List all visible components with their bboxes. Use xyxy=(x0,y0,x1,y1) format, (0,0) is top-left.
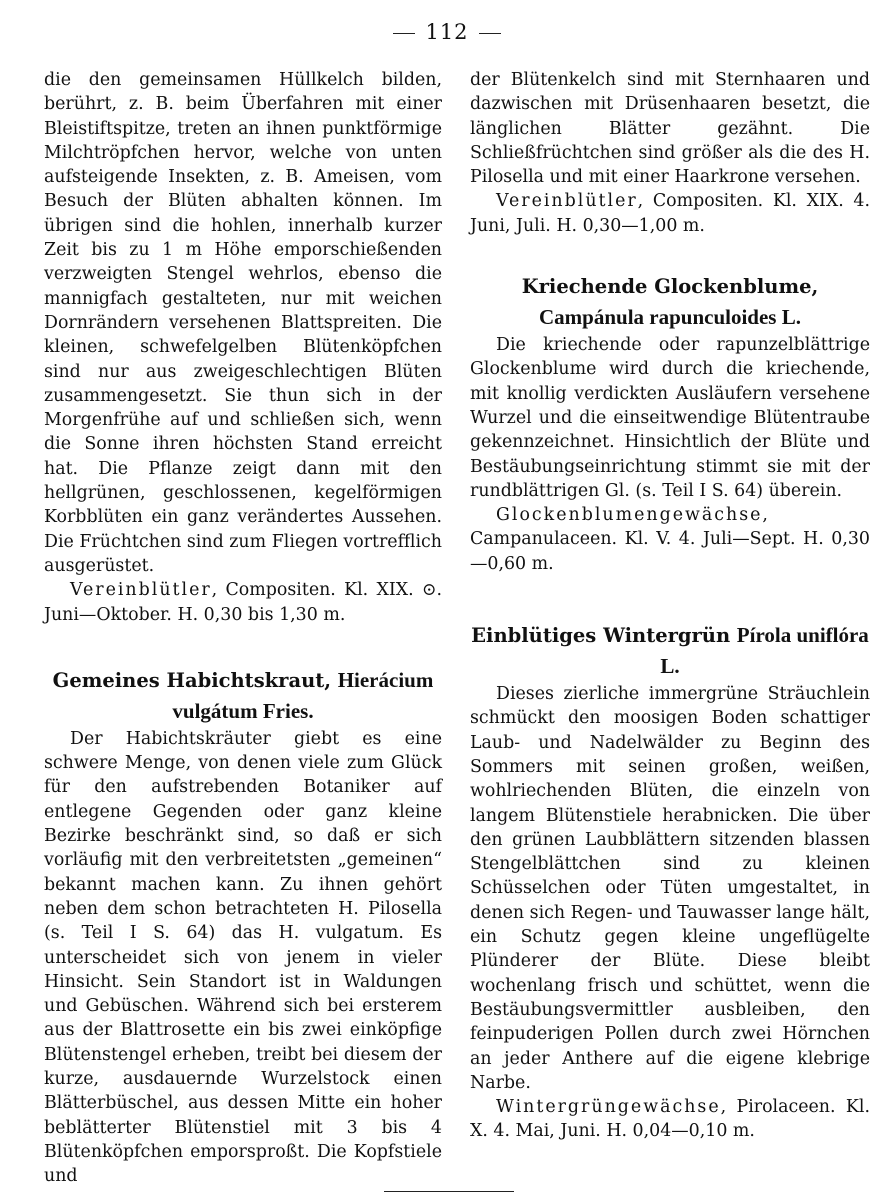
classification-line xyxy=(470,1095,870,1144)
latin-name: Campánula rapunculoides L. xyxy=(539,305,801,330)
classification-line xyxy=(44,578,442,627)
left-column xyxy=(44,68,442,1188)
latin-name: Pírola uniflóra L. xyxy=(660,623,869,679)
right-column xyxy=(470,68,870,1144)
header-dash-left xyxy=(393,33,415,34)
continuation-text: der Blütenkelch sind mit Sternhaaren und dazwischen mit Drüsenhaaren besetzt, die länglichen Blätter gezähnt. Die Schließfrüchtchen sind größer als die des H. Pilosella und mit einer Haarkrone versehen. xyxy=(470,70,870,188)
classification-details: , Compositen. Kl. XIX. 4. Juni, Juli. H. 0,30—1,00 m. xyxy=(470,191,870,236)
classification-label: Wintergrüngewächse xyxy=(496,1097,721,1118)
classification-line xyxy=(470,189,870,238)
german-name: Gemeines Habichtskraut, xyxy=(52,668,332,692)
german-name: Einblütiges Wintergrün xyxy=(471,624,731,648)
page-header xyxy=(0,20,894,44)
entry-body-wintergruen: Dieses zierliche immergrüne Sträuchlein schmückt den moosigen Boden schattiger Laub- und Nadelwälder zu Beginn des Sommers mit seinen großen, weißen, wohlriechenden Blüten, die einzeln von langem Blütenstiele herabnicken. Die über den grünen Laubblättern sitzenden blassen Stengelblättchen sind zu kleinen Schüsselchen oder Tüten umgestaltet, in denen sich Regen- und Tauwasser lange hält, ein Schutz gegen kleine ungeflügelte Plünderer der Blüte. Diese bleibt wochenlang frisch und schüttet, wenn die Bestäubungsvermittler ausbleiben, den feinpuderigen Pollen durch zwei Hörnchen an jeder Anthere auf die eigene klebrige Narbe. xyxy=(470,684,870,1093)
classification-details: , Campanulaceen. Kl. V. 4. Juli—Sept. H. 0,30—0,60 m. xyxy=(470,505,870,574)
entry-heading-wintergruen xyxy=(470,620,870,682)
classification-details: , Compositen. Kl. XIX. ⊙. Juni—Oktober. H. 0,30 bis 1,30 m. xyxy=(44,580,442,625)
classification-line xyxy=(470,503,870,576)
page-number: 112 xyxy=(425,20,469,44)
entry-heading-glockenblume xyxy=(470,272,870,333)
classification-details: , Pirolaceen. Kl. X. 4. Mai, Juni. H. 0,04—0,10 m. xyxy=(470,1097,870,1142)
german-name: Kriechende Glockenblume, xyxy=(521,275,819,299)
continuation-text: die den gemeinsamen Hüllkelch bilden, berührt, z. B. beim Überfahren mit einer Bleistiftspitze, treten an ihnen punktförmige Milchtröpfchen hervor, welche von unten aufsteigende Insekten, z. B. Ameisen, vom Besuch der Blüten abhalten können. Im übrigen sind die hohlen, innerhalb kurzer Zeit bis zu 1 m Höhe emporschießenden verzweigten Stengel wehrlos, ebenso die mannigfach gestalteten, nur mit weichen Dornrändern versehenen Blattspreiten. Die kleinen, schwefelgelben Blütenköpfchen sind nur aus zweigeschlechtigen Blüten zusammengesetzt. Sie thun sich in der Morgenfrühe auf und schließen sich, wenn die Sonne ihren höchsten Stand erreicht hat. Die Pflanze zeigt dann mit den hellgrünen, geschlossenen, kegelförmigen Korbblüten ein ganz verändertes Aussehen. Die Früchtchen sind zum Fliegen vortrefflich ausgerüstet. xyxy=(44,70,442,576)
header-dash-right xyxy=(479,33,501,34)
entry-body-habichtskraut: Der Habichtskräuter giebt es eine schwere Menge, von denen viele zum Glück für den aufstrebenden Botaniker auf entlegene Gegenden oder ganz kleine Bezirke beschränkt sind, so daß er sich vorläufig mit den verbreitetsten „gemeinen“ bekannt machen kann. Zu ihnen gehört neben dem schon betrachteten H. Pilosella (s. Teil I S. 64) das H. vulgatum. Es unterscheidet sich von jenem in vieler Hinsicht. Sein Standort ist in Waldungen und Gebüschen. Während sich bei ersterem aus der Blattrosette ein bis zwei einköpfige Blütenstengel erheben, treibt bei diesem der kurze, ausdauernde Wurzelstock einen Blätterbüschel, aus dessen Mitte ein hoher beblätterter Blütenstiel mit 3 bis 4 Blütenköpfchen emporsproßt. Die Kopfstiele und xyxy=(44,728,442,1187)
classification-label: Vereinblütler xyxy=(496,191,638,212)
entry-heading-habichtskraut xyxy=(44,665,442,727)
classification-label: Vereinblütler xyxy=(70,580,212,601)
classification-label: Glockenblumengewächse xyxy=(496,505,763,526)
bottom-rule xyxy=(384,1191,514,1192)
entry-body-glockenblume: Die kriechende oder rapunzelblättrige Glockenblume wird durch die kriechende, mit knollig verdickten Ausläufern versehene Wurzel und die einseitwendige Blütentraube gekennzeichnet. Hinsichtlich der Blüte und Bestäubungseinrichtung stimmt sie mit der rundblättrigen Gl. (s. Teil I S. 64) überein. xyxy=(470,335,870,501)
latin-name: Hierácium vulgátum Fries. xyxy=(172,667,434,723)
